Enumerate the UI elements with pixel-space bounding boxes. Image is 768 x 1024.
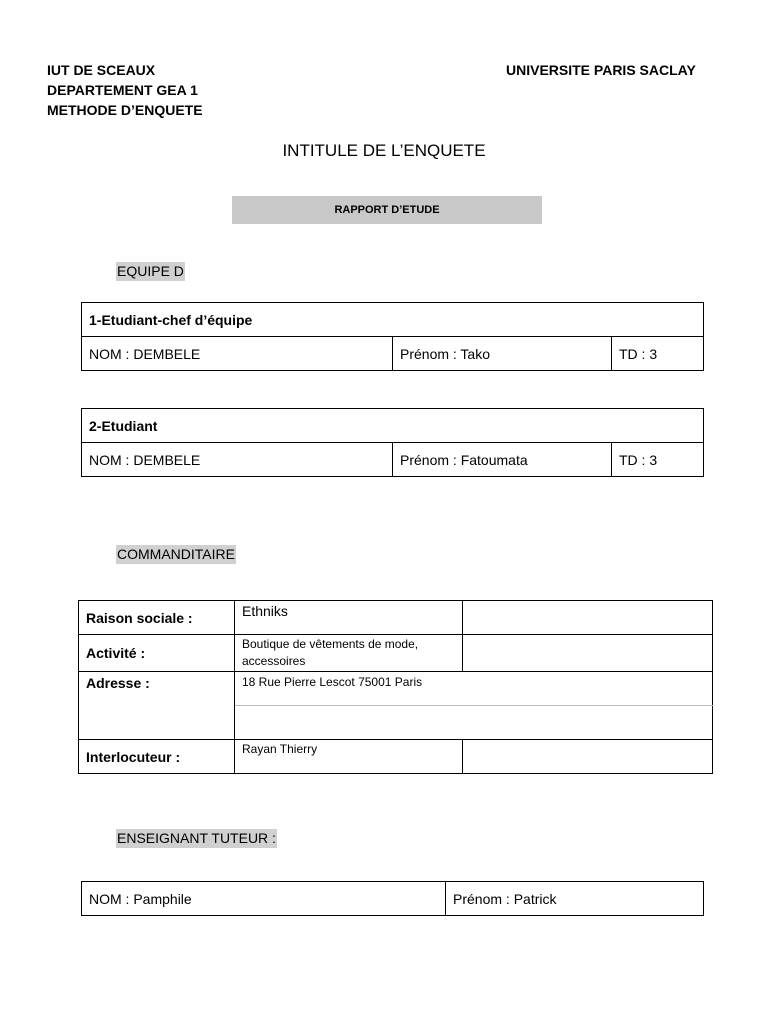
raison-value: Ethniks	[235, 601, 463, 635]
student2-prenom: Prénom : Fatoumata	[393, 443, 612, 477]
student1-table	[81, 302, 704, 371]
tuteur-table	[81, 881, 704, 916]
rapport-banner: RAPPORT D’ETUDE	[232, 196, 542, 224]
student1-prenom: Prénom : Tako	[393, 337, 612, 371]
university-name: UNIVERSITE PARIS SACLAY	[506, 62, 696, 78]
raison-empty	[463, 601, 713, 635]
activite-label: Activité :	[79, 635, 235, 672]
adresse-label: Adresse :	[79, 672, 235, 740]
institution-name: IUT DE SCEAUX	[47, 62, 156, 78]
student1-td: TD : 3	[612, 337, 704, 371]
activite-value: Boutique de vêtements de mode, accessoires	[235, 635, 463, 672]
student1-nom: NOM : DEMBELE	[82, 337, 393, 371]
tuteur-label: ENSEIGNANT TUTEUR :	[117, 830, 276, 846]
interlocuteur-value: Rayan Thierry	[235, 740, 463, 774]
commanditaire-label: COMMANDITAIRE	[117, 546, 235, 562]
student1-heading: 1-Etudiant-chef d’équipe	[82, 303, 704, 337]
student2-td: TD : 3	[612, 443, 704, 477]
course-name: METHODE D’ENQUETE	[47, 102, 203, 118]
interlocuteur-empty	[463, 740, 713, 774]
raison-label: Raison sociale :	[79, 601, 235, 635]
activite-empty	[463, 635, 713, 672]
student2-nom: NOM : DEMBELE	[82, 443, 393, 477]
adresse-empty	[235, 706, 713, 740]
interlocuteur-label: Interlocuteur :	[79, 740, 235, 774]
student2-heading: 2-Etudiant	[82, 409, 704, 443]
adresse-value: 18 Rue Pierre Lescot 75001 Paris	[235, 672, 713, 706]
tuteur-prenom: Prénom : Patrick	[446, 882, 704, 916]
tuteur-nom: NOM : Pamphile	[82, 882, 446, 916]
institution-block	[47, 60, 203, 120]
department-name: DEPARTEMENT GEA 1	[47, 82, 198, 98]
team-label: EQUIPE D	[117, 263, 184, 279]
student2-table	[81, 408, 704, 477]
commanditaire-table	[78, 600, 713, 774]
page-title: INTITULE DE L’ENQUETE	[282, 141, 486, 160]
